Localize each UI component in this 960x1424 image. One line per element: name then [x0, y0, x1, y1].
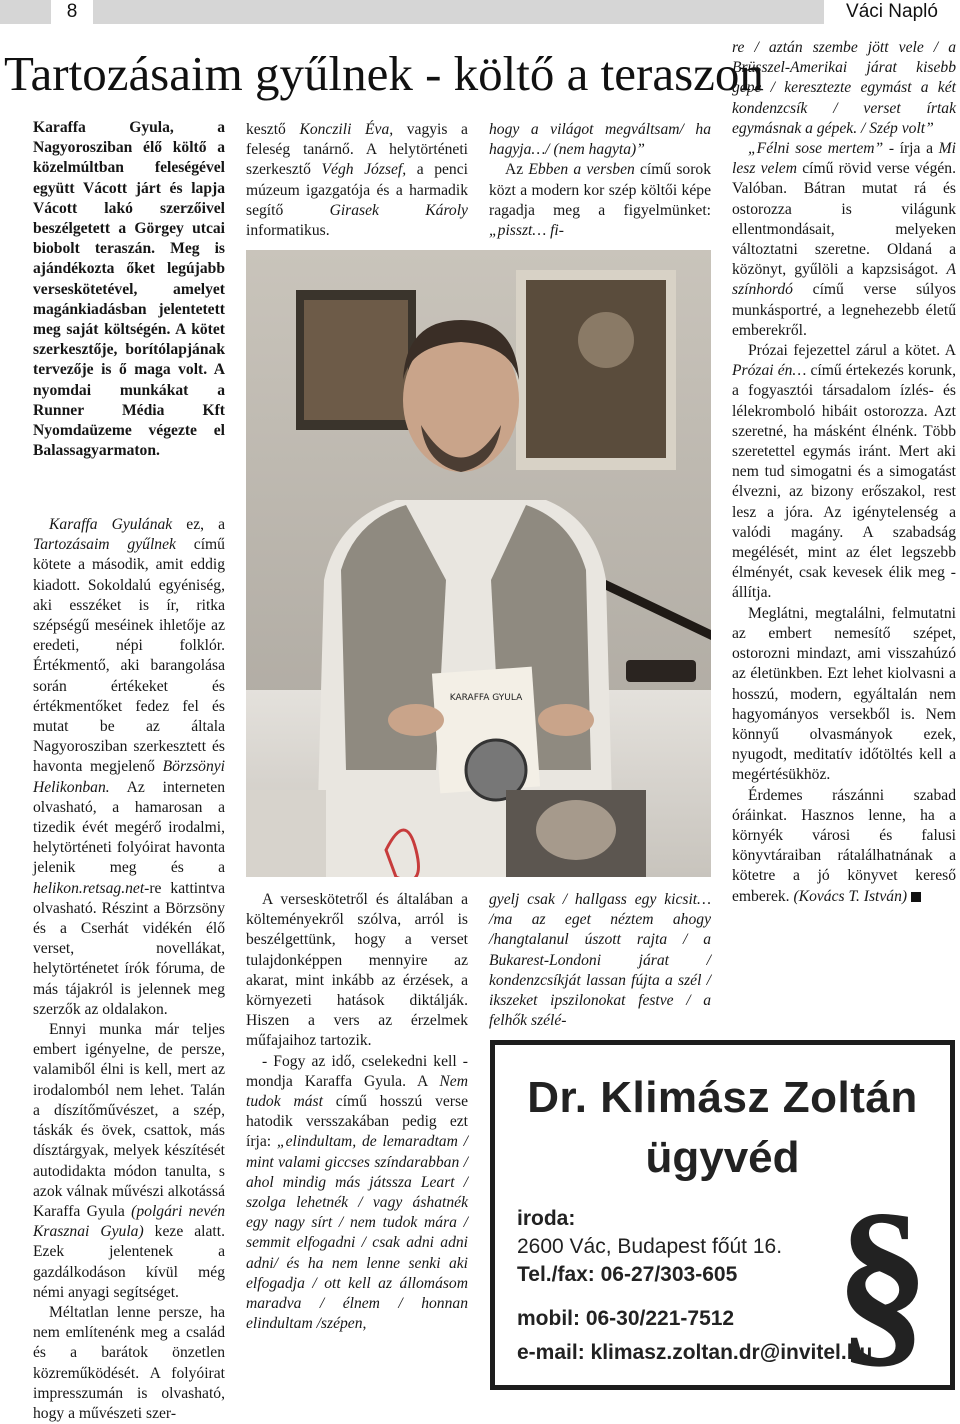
col1-paragraph-3: Méltatlan lenne persze, ha nem említenénk meg a család és a barátok önzetlen közreműködését. A folyóirat impresszumán is olvasható, hogy a művészeti szer-	[33, 1303, 225, 1422]
poem-ending: re / aztán szembe jött vele / a Brüsszel-Amerikai járat kisebb gépe / keresztezte egymást a két kondenzcsík / verset írtak egymásnak a gépek. / Szép volt”	[732, 39, 956, 137]
publication-name: Váci Napló	[824, 0, 960, 24]
col1-paragraph-2	[33, 1020, 225, 1303]
col2-top-paragraph	[246, 120, 468, 241]
text: című verse súlyos munkásportré, a legnehezebb életű emberekről.	[732, 281, 956, 339]
photo-illustration	[246, 250, 711, 877]
article-lead	[33, 118, 225, 461]
text-italic: „pisszt… fi-	[489, 222, 564, 240]
text: Az	[505, 161, 529, 179]
text: című rövid verse végén. Valóban. Bátran mutat rá és ostorozza is világunk ellentmondásait, melyeken változtatni szeretne. Oldaná a közönyt, gyűlöli a kapzsiságot.	[732, 160, 956, 279]
text-italic: Konczili Éva,	[299, 121, 394, 138]
header-bar	[0, 0, 960, 24]
text: ez, a	[172, 516, 225, 533]
text: keze alatt. Ezek jelentenek a gazdálkodáson kívül még némi anyagi segítséget.	[33, 1223, 225, 1301]
paragraph-sign-icon: §	[835, 1175, 930, 1385]
text-italic: Tartozásaim gyűlnek	[33, 536, 176, 554]
text-italic: Végh József,	[321, 161, 407, 179]
page-number: 8	[51, 0, 93, 24]
ad-role: ügyvéd	[645, 1133, 800, 1182]
text-italic: Girasek Károly	[329, 201, 468, 219]
lead-paragraph: Karaffa Gyula, a Nagyorosziban élő költő a közelmúltban feleségével együtt Vácott járt és lapja Vácott lakó szerzőivel beszélgetett a Görgey utcai biobolt teraszán. Meg is ajándékozta őket legújabb verseskötetével, amelyet magánkiadásban jelentetett meg saját költségén. A kötet szerkesztője, borítólapjának tervezője is ő maga volt. A nyomdai munkákat a Runner Média Kft Nyomdaüzeme végezte el Balassagyarmaton.	[33, 119, 225, 460]
text: vagyis a feleség tanárnő. A helytörténeti szerkesztő	[246, 121, 468, 179]
ad-email: e-mail: klimasz.zoltan.dr@invitel.hu	[517, 1341, 873, 1364]
text-italic: Karaffa Gyulának	[49, 516, 173, 533]
text: Az interneten olvasható, a hamarosan a tizedik évét megérő irodalmi, helytörténeti folyóirat havonta jelenik meg és a	[33, 778, 225, 877]
text-italic: A színhordó	[732, 261, 956, 299]
col4-paragraph-1	[732, 139, 956, 341]
text: kesztő	[246, 121, 300, 138]
column-3-top	[489, 120, 711, 241]
article-photo	[246, 250, 711, 877]
text: című sorok közt a modern kor szép költői képe ragadja meg a figyelmünket:	[489, 161, 711, 219]
column-4	[732, 38, 956, 907]
col4-paragraph-3: Meglátni, megtalálni, felmutatni az embert nemesítő szépet, ostorozni mindazt, ami visszahúzó az életünkben. Ezt lehet kiolvasni a hosszú, modern, egyáltalán nem hagyományos versekből is. Nem könnyű olvasmányok ezek, nyugodt, meditatív időtöltés kell a megértésükhöz.	[732, 604, 956, 784]
poem-excerpt: hogy a világot megváltsam/ ha hagyja…/ (nem hagyta)”	[489, 121, 711, 159]
text: - írja a	[883, 140, 939, 158]
author-credit: (Kovács T. István)	[793, 887, 908, 905]
col3-top-paragraph	[489, 160, 711, 241]
text: informatikus.	[246, 222, 330, 240]
poem-continuation: gyelj csak / hallgass egy kicsit… /ma az eget néztem ahogy /hangtalanul úszott rajta / a Bukarest-Londoni járat / kondenzcsíkját lassan fújta a szél / ikszeket ipszilonokat festve / a felhők szélé-	[489, 891, 711, 1030]
text-italic: Prózai én…	[732, 362, 807, 380]
text-italic: Börzsönyi Helikonban.	[33, 758, 225, 796]
text: Érdemes rászánni szabad óráinkat. Hasznos lenne, ha a környék városi és falusi könyvtáraiban rátalálhatnának a kötetre a jó könyvet kereső emberek.	[732, 786, 956, 905]
ad-name: Dr. Klimász Zoltán	[527, 1073, 918, 1122]
column-2-top	[246, 120, 468, 241]
column-3-bottom	[489, 890, 711, 1031]
text-italic: Ebben a versben	[528, 161, 635, 179]
ad-phone: Tel./fax: 06-27/303-605	[517, 1263, 738, 1286]
medal-caption: KARAFFA GYULA	[449, 693, 523, 703]
column-1-body	[33, 515, 225, 1424]
col4-paragraph-4	[732, 786, 956, 907]
col2-bot-paragraph-2	[246, 1052, 468, 1335]
text: című értekezés korunk, a fogyasztói társadalom ízlés- és lélekromboló hibáit ostorozza. Azt szeretné, ha másként élnénk. Több szeretettel egymás iránt. Mert aki nem tud simogatni és a simogatást élvezni, az bizony erőszakol, rest lesz a jóra. Az igénytelenség a valódi magány. A szabadság megélését, mint az élet legszebb élményét, csak kevesek élik meg - állítja.	[732, 362, 956, 602]
text-italic: Nem tudok mást	[246, 1072, 468, 1111]
text-italic: Mi lesz velem	[732, 140, 956, 178]
poem-quote: „elindultam, de lemaradtam / mint valami giccses színdarabban / ahol mindig más játssza Leart / szolga lehetnék / vagy áshatnék egy nagy sírt / nem tudok mára / semmit elfogadni / csak adni adni adni/ és ha nem lenne senki aki elfogadja / ott kell az állomásom maradva / élnem / honnan elindultam /szépen,	[246, 1133, 468, 1333]
text: Prózai fejezettel zárul a kötet. A	[748, 342, 956, 360]
text-italic: (polgári nevén Krasznai Gyula)	[33, 1202, 225, 1241]
end-mark-icon	[911, 892, 921, 902]
ad-office-label: iroda:	[517, 1207, 576, 1230]
text: című kötete a második, amit eddig kiadott. Sokoldalú egyéniség, aki esszéket is ír, ritka szépségű meséinek ihletője az eredeti, népi folklór. Értékmentő, aki barangolása során értékeket és értékmentőket fedez fel és mutat be az általa Nagyorosziban szerkesztett és havonta megjelenő	[33, 536, 225, 776]
text: -re kattintva olvasható. Részint a Börzsöny és a Cserhát vidékén élő verset, novellákat, helytörténetet írók fóruma, de más tájakról is jelennek meg szerzők az oldalakon.	[33, 879, 225, 1018]
ad-mobile: mobil: 06-30/221-7512	[517, 1307, 735, 1330]
article-headline: Tartozásaim gyűlnek - költő a teraszon	[4, 46, 764, 101]
ad-address: 2600 Vác, Budapest főút 16.	[517, 1235, 783, 1258]
text: című hosszú verse hatodik versszakában pedig ezt írja:	[246, 1093, 468, 1151]
text-italic: „Félni sose mertem”	[748, 140, 884, 158]
column-2-bottom	[246, 890, 468, 1334]
text: Ennyi munka már teljes embert igényelne, de persze, valamiből élni is kell, mert az irodalomból nem lehet. Talán a díszítőművészet, a szép, táskák és övek, csattok, más dísztárgyak, melyek készítését autodidakta módon tanulta, s azok válnak művészi alkotássá Karaffa Gyula	[33, 1021, 225, 1220]
text: a penci múzeum igazgatója és a harmadik segítő	[246, 161, 468, 219]
website-link: helikon.retsag.net	[33, 879, 145, 897]
col2-bot-paragraph-1: A verseskötetről és általában a költeményekről szólva, arról is beszélgettünk, hogy a verset tulajdonképpen mennyire az akarat, mint inkább az érzések, a környezeti hatások diktálják. Hiszen a vers az érzelmek műfajaihoz tartozik.	[246, 891, 468, 1050]
col1-paragraph-1	[33, 515, 225, 1020]
col4-paragraph-2	[732, 341, 956, 604]
lawyer-advertisement	[490, 1040, 955, 1390]
text: - Fogy az idő, cselekedni kell - mondja Karaffa Gyula. A	[246, 1052, 468, 1090]
